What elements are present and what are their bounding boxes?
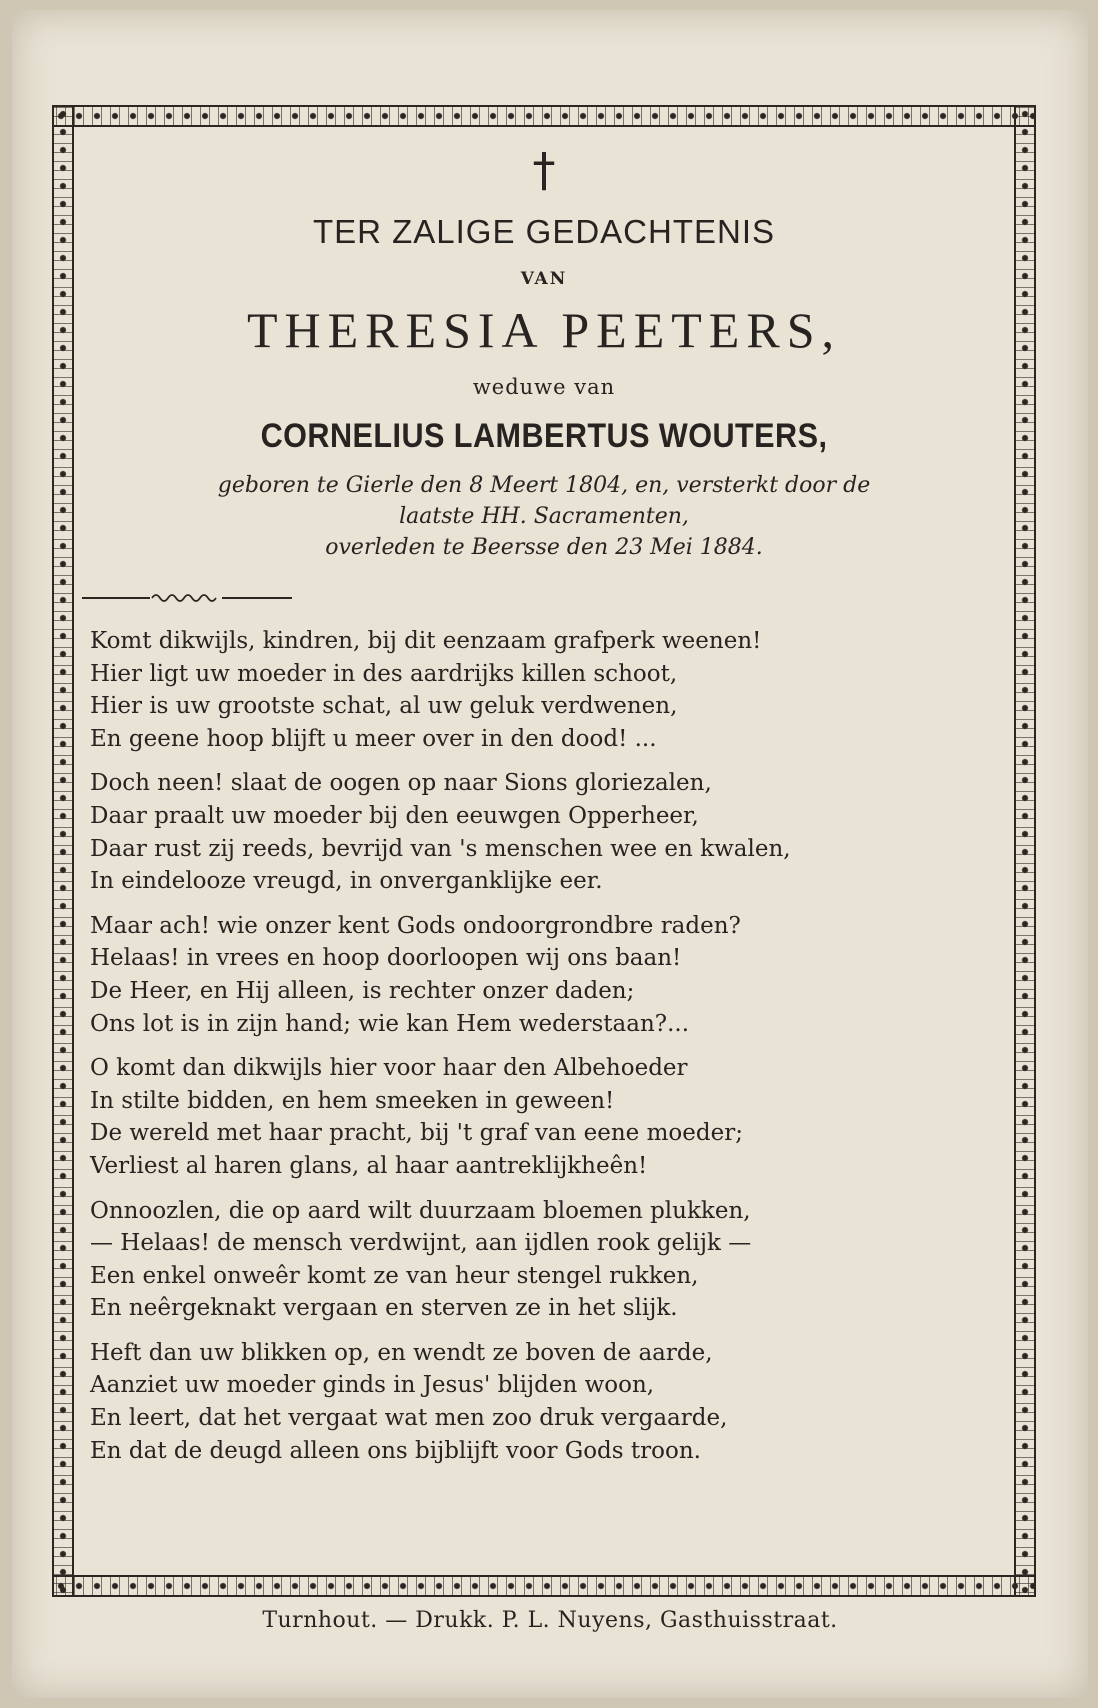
poem-line: Hier is uw grootste schat, al uw geluk verdwenen, — [90, 693, 678, 720]
card-content — [82, 135, 1006, 1479]
poem-line: Komt dikwijls, kindren, bij dit eenzaam grafperk weenen! — [90, 628, 762, 654]
poem-line: In eindelooze vreugd, in onverganklijke eer. — [90, 868, 603, 895]
poem-line: Ons lot is in zijn hand; wie kan Hem wederstaan?... — [90, 1010, 690, 1037]
stanza — [90, 910, 1006, 1040]
poem-line: En geene hoop blijft u meer over in den dood! ... — [90, 725, 657, 752]
border-bottom — [52, 1575, 1036, 1597]
cross-icon: † — [532, 143, 556, 197]
poem-line: Heft dan uw blikken op, en wendt ze boven de aarde, — [90, 1339, 713, 1366]
stanza — [90, 625, 1006, 755]
poem-line: En neêrgeknakt vergaan en sterven ze in het slijk. — [90, 1295, 678, 1322]
poem-line: Verliest al haren glans, al haar aantreklijkheên! — [90, 1152, 648, 1179]
stanza — [90, 1337, 1006, 1467]
divider-ornament — [82, 591, 292, 605]
poem-line: Daar rust zij reeds, bevrijd van 's menschen wee en kwalen, — [90, 835, 791, 862]
poem-line: Een enkel onweêr komt ze van heur stengel rukken, — [90, 1262, 699, 1289]
poem-line: Helaas! in vrees en hoop doorloopen wij ons baan! — [90, 945, 682, 972]
poem-line: Hier ligt uw moeder in des aardrijks killen schoot, — [90, 660, 678, 687]
border-top — [52, 105, 1036, 127]
poem-line: Maar ach! wie onzer kent Gods ondoorgrondbre raden? — [90, 912, 741, 939]
poem — [90, 625, 1006, 1467]
poem-line: Doch neen! slaat de oogen op naar Sions gloriezalen, — [90, 770, 712, 797]
printer-imprint: Turnhout. — Drukk. P. L. Nuyens, Gasthuisstraat. — [262, 1608, 838, 1633]
biography — [82, 470, 1006, 563]
poem-line: De Heer, en Hij alleen, is rechter onzer daden; — [90, 977, 635, 1004]
poem-line: En dat de deugd alleen ons bijblijft voor Gods troon. — [90, 1437, 701, 1464]
poem-line: Daar praalt uw moeder bij den eeuwgen Opperheer, — [90, 802, 699, 829]
border-right — [1014, 105, 1036, 1597]
poem-line: In stilte bidden, en hem smeeken in geween! — [90, 1087, 615, 1114]
poem-line: Onnoozlen, die op aard wilt duurzaam bloemen plukken, — [90, 1197, 751, 1224]
ornamental-frame — [52, 105, 1036, 1597]
memorial-card — [12, 10, 1088, 1698]
poem-line: En leert, dat het vergaat wat men zoo druk vergaarde, — [90, 1405, 728, 1432]
bio-line: geboren te Gierle den 8 Meert 1804, en, versterkt door de — [217, 473, 871, 498]
border-left — [52, 105, 74, 1597]
stanza — [90, 1052, 1006, 1182]
poem-line: De wereld met haar pracht, bij 't graf van eene moeder; — [90, 1120, 743, 1147]
van-label: VAN — [520, 269, 568, 289]
stanza — [90, 1195, 1006, 1325]
bio-line: laatste HH. Sacramenten, — [399, 504, 689, 529]
relation-label: weduwe van — [472, 375, 616, 399]
deceased-name: THERESIA PEETERS, — [246, 302, 842, 358]
poem-line: O komt dan dikwijls hier voor haar den Albehoeder — [90, 1055, 688, 1082]
bio-line: overleden te Beersse den 23 Mei 1884. — [325, 535, 763, 560]
poem-line: — Helaas! de mensch verdwijnt, aan ijdlen rook gelijk — — [90, 1230, 752, 1257]
stanza — [90, 767, 1006, 897]
poem-line: Aanziet uw moeder ginds in Jesus' blijden woon, — [90, 1372, 655, 1399]
heading: TER ZALIGE GEDACHTENIS — [312, 213, 776, 250]
spouse-name: CORNELIUS LAMBERTUS WOUTERS, — [260, 417, 828, 455]
